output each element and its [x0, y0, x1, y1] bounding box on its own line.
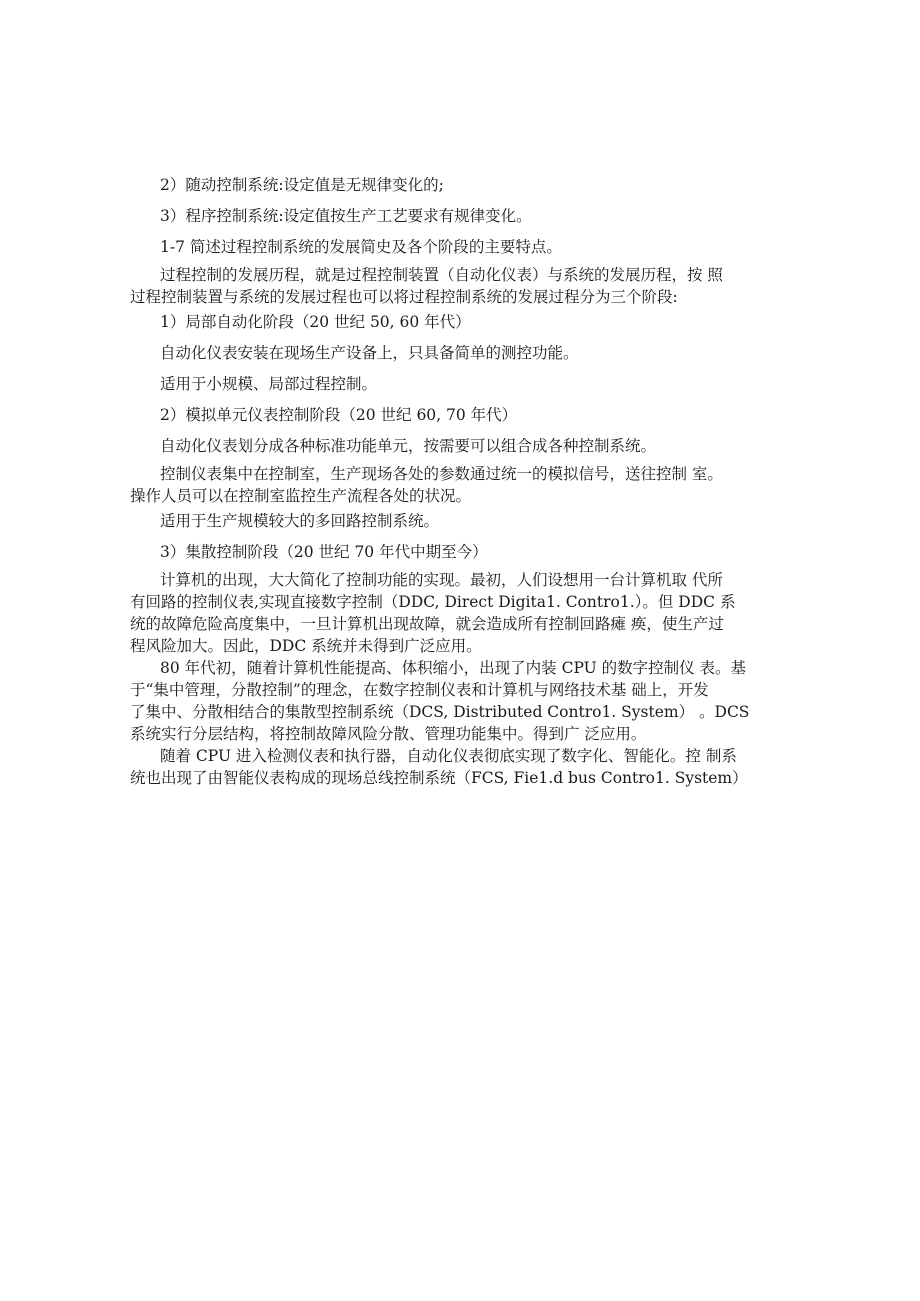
text-line: 控制仪表集中在控制室，生产现场各处的参数通过统一的模拟信号，送往控制 室。 [160, 465, 723, 483]
text-line: 过程控制装置与系统的发展过程也可以将过程控制系统的发展过程分为三个阶段: [130, 288, 678, 306]
text-line: 统的故障危险高度集中，一旦计算机出现故障，就会造成所有控制回路瘫 痪，使生产过 [130, 615, 724, 633]
text-line: 80 年代初，随着计算机性能提高、体积缩小，出现了内装 CPU 的数字控制仪 表。基 [160, 659, 747, 677]
text-line: 操作人员可以在控制室监控生产流程各处的状况。 [130, 487, 472, 505]
stage-heading-distributed-control: 3）集散控制阶段（20 世纪 70 年代中期至今） [160, 543, 488, 561]
paragraph-stage2-control-room [130, 462, 786, 506]
list-item-program-control: 3）程序控制系统:设定值按生产工艺要求有规律变化。 [160, 207, 532, 225]
paragraph-stage2-description: 自动化仪表划分成各种标准功能单元，按需要可以组合成各种控制系统。 [160, 437, 657, 455]
text-line: 随着 CPU 进入检测仪表和执行器，自动化仪表彻底实现了数字化、智能化。控 制系 [160, 747, 737, 765]
paragraph-fcs [130, 744, 786, 788]
text-line: 统也出现了由智能仪表构成的现场总线控制系统（FCS, Fie1.d bus Contro1. System） [130, 769, 748, 787]
document-body [130, 170, 786, 788]
paragraph-history-intro [130, 263, 786, 307]
text-line: 于“集中管理，分散控制”的理念，在数字控制仪表和计算机与网络技术基 础上，开发 [130, 681, 709, 699]
paragraph-dcs [130, 656, 786, 744]
text-line: 了集中、分散相结合的集散型控制系统（DCS, Distributed Contro1. System） 。DCS [130, 703, 750, 721]
stage-heading-local-automation: 1）局部自动化阶段（20 世纪 50, 60 年代） [160, 313, 471, 331]
paragraph-stage1-description: 自动化仪表安装在现场生产设备上，只具备简单的测控功能。 [160, 344, 579, 362]
paragraph-stage2-scope: 适用于生产规模较大的多回路控制系统。 [160, 512, 440, 530]
text-line: 系统实行分层结构，将控制故障风险分散、管理功能集中。得到广 泛应用。 [130, 725, 647, 743]
stage-heading-analog-unit: 2）模拟单元仪表控制阶段（20 世纪 60, 70 年代） [160, 406, 518, 424]
question-heading: 1-7 简述过程控制系统的发展简史及各个阶段的主要特点。 [160, 238, 562, 256]
paragraph-stage1-scope: 适用于小规模、局部过程控制。 [160, 375, 378, 393]
text-line: 计算机的出现，大大简化了控制功能的实现。最初，人们设想用一台计算机取 代所 [160, 571, 723, 589]
list-item-servo-control: 2）随动控制系统:设定值是无规律变化的; [160, 176, 444, 194]
text-line: 有回路的控制仪表,实现直接数字控制（DDC, Direct Digita1. Contro1.）。但 DDC 系 [130, 593, 736, 611]
paragraph-ddc [130, 568, 786, 656]
text-line: 程风险加大。因此，DDC 系统并未得到广泛应用。 [130, 637, 482, 655]
text-line: 过程控制的发展历程，就是过程控制装置（自动化仪表）与系统的发展历程，按 照 [160, 266, 723, 284]
